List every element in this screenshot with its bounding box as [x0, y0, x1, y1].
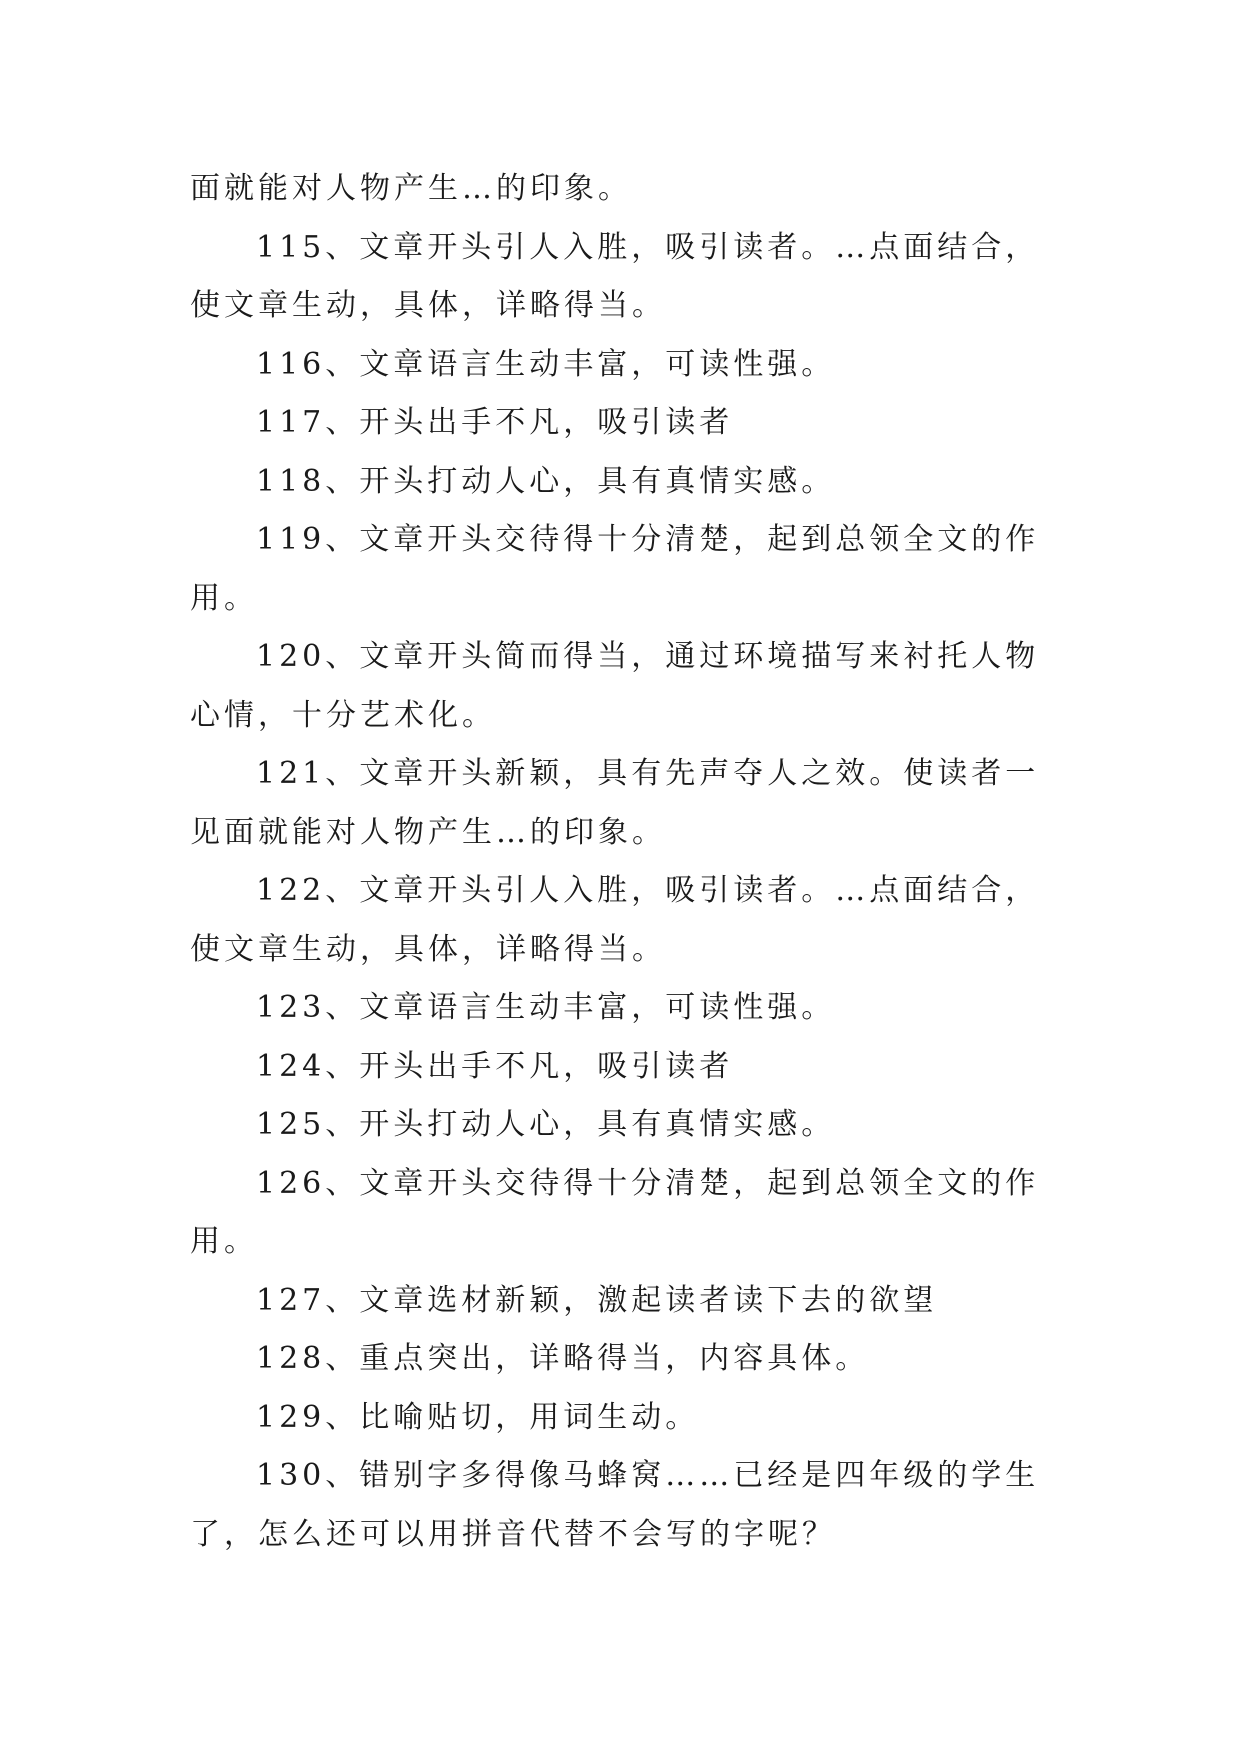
paragraph: 130、错别字多得像马蜂窝……已经是四年级的学生了，怎么还可以用拼音代替不会写的字呢？: [190, 1458, 1040, 1552]
paragraph: 119、文章开头交待得十分清楚，起到总领全文的作用。: [190, 522, 1040, 616]
paragraph: 126、文章开头交待得十分清楚，起到总领全文的作用。: [190, 1165, 1040, 1259]
paragraph: 115、文章开头引人入胜，吸引读者。…点面结合，使文章生动，具体，详略得当。: [190, 229, 1040, 323]
paragraph: 118、开头打动人心，具有真情实感。: [256, 463, 836, 499]
paragraph: 面就能对人物产生…的印象。: [190, 171, 632, 206]
paragraph: 116、文章语言生动丰富，可读性强。: [256, 346, 836, 382]
paragraph: 124、开头出手不凡，吸引读者: [256, 1048, 734, 1084]
document-body: [190, 160, 1070, 1564]
paragraph: 120、文章开头简而得当，通过环境描写来衬托人物心情，十分艺术化。: [190, 639, 1040, 733]
paragraph: 122、文章开头引人入胜，吸引读者。…点面结合，使文章生动，具体，详略得当。: [190, 873, 1040, 967]
paragraph: 127、文章选材新颖，激起读者读下去的欲望: [256, 1282, 938, 1318]
paragraph: 125、开头打动人心，具有真情实感。: [256, 1107, 836, 1142]
paragraph: 129、比喻贴切，用词生动。: [256, 1399, 700, 1435]
paragraph: 123、文章语言生动丰富，可读性强。: [256, 990, 836, 1025]
paragraph: 121、文章开头新颖，具有先声夺人之效。使读者一见面就能对人物产生…的印象。: [190, 756, 1040, 850]
paragraph: 128、重点突出，详略得当，内容具体。: [256, 1341, 870, 1376]
paragraph: 117、开头出手不凡，吸引读者: [256, 405, 734, 440]
